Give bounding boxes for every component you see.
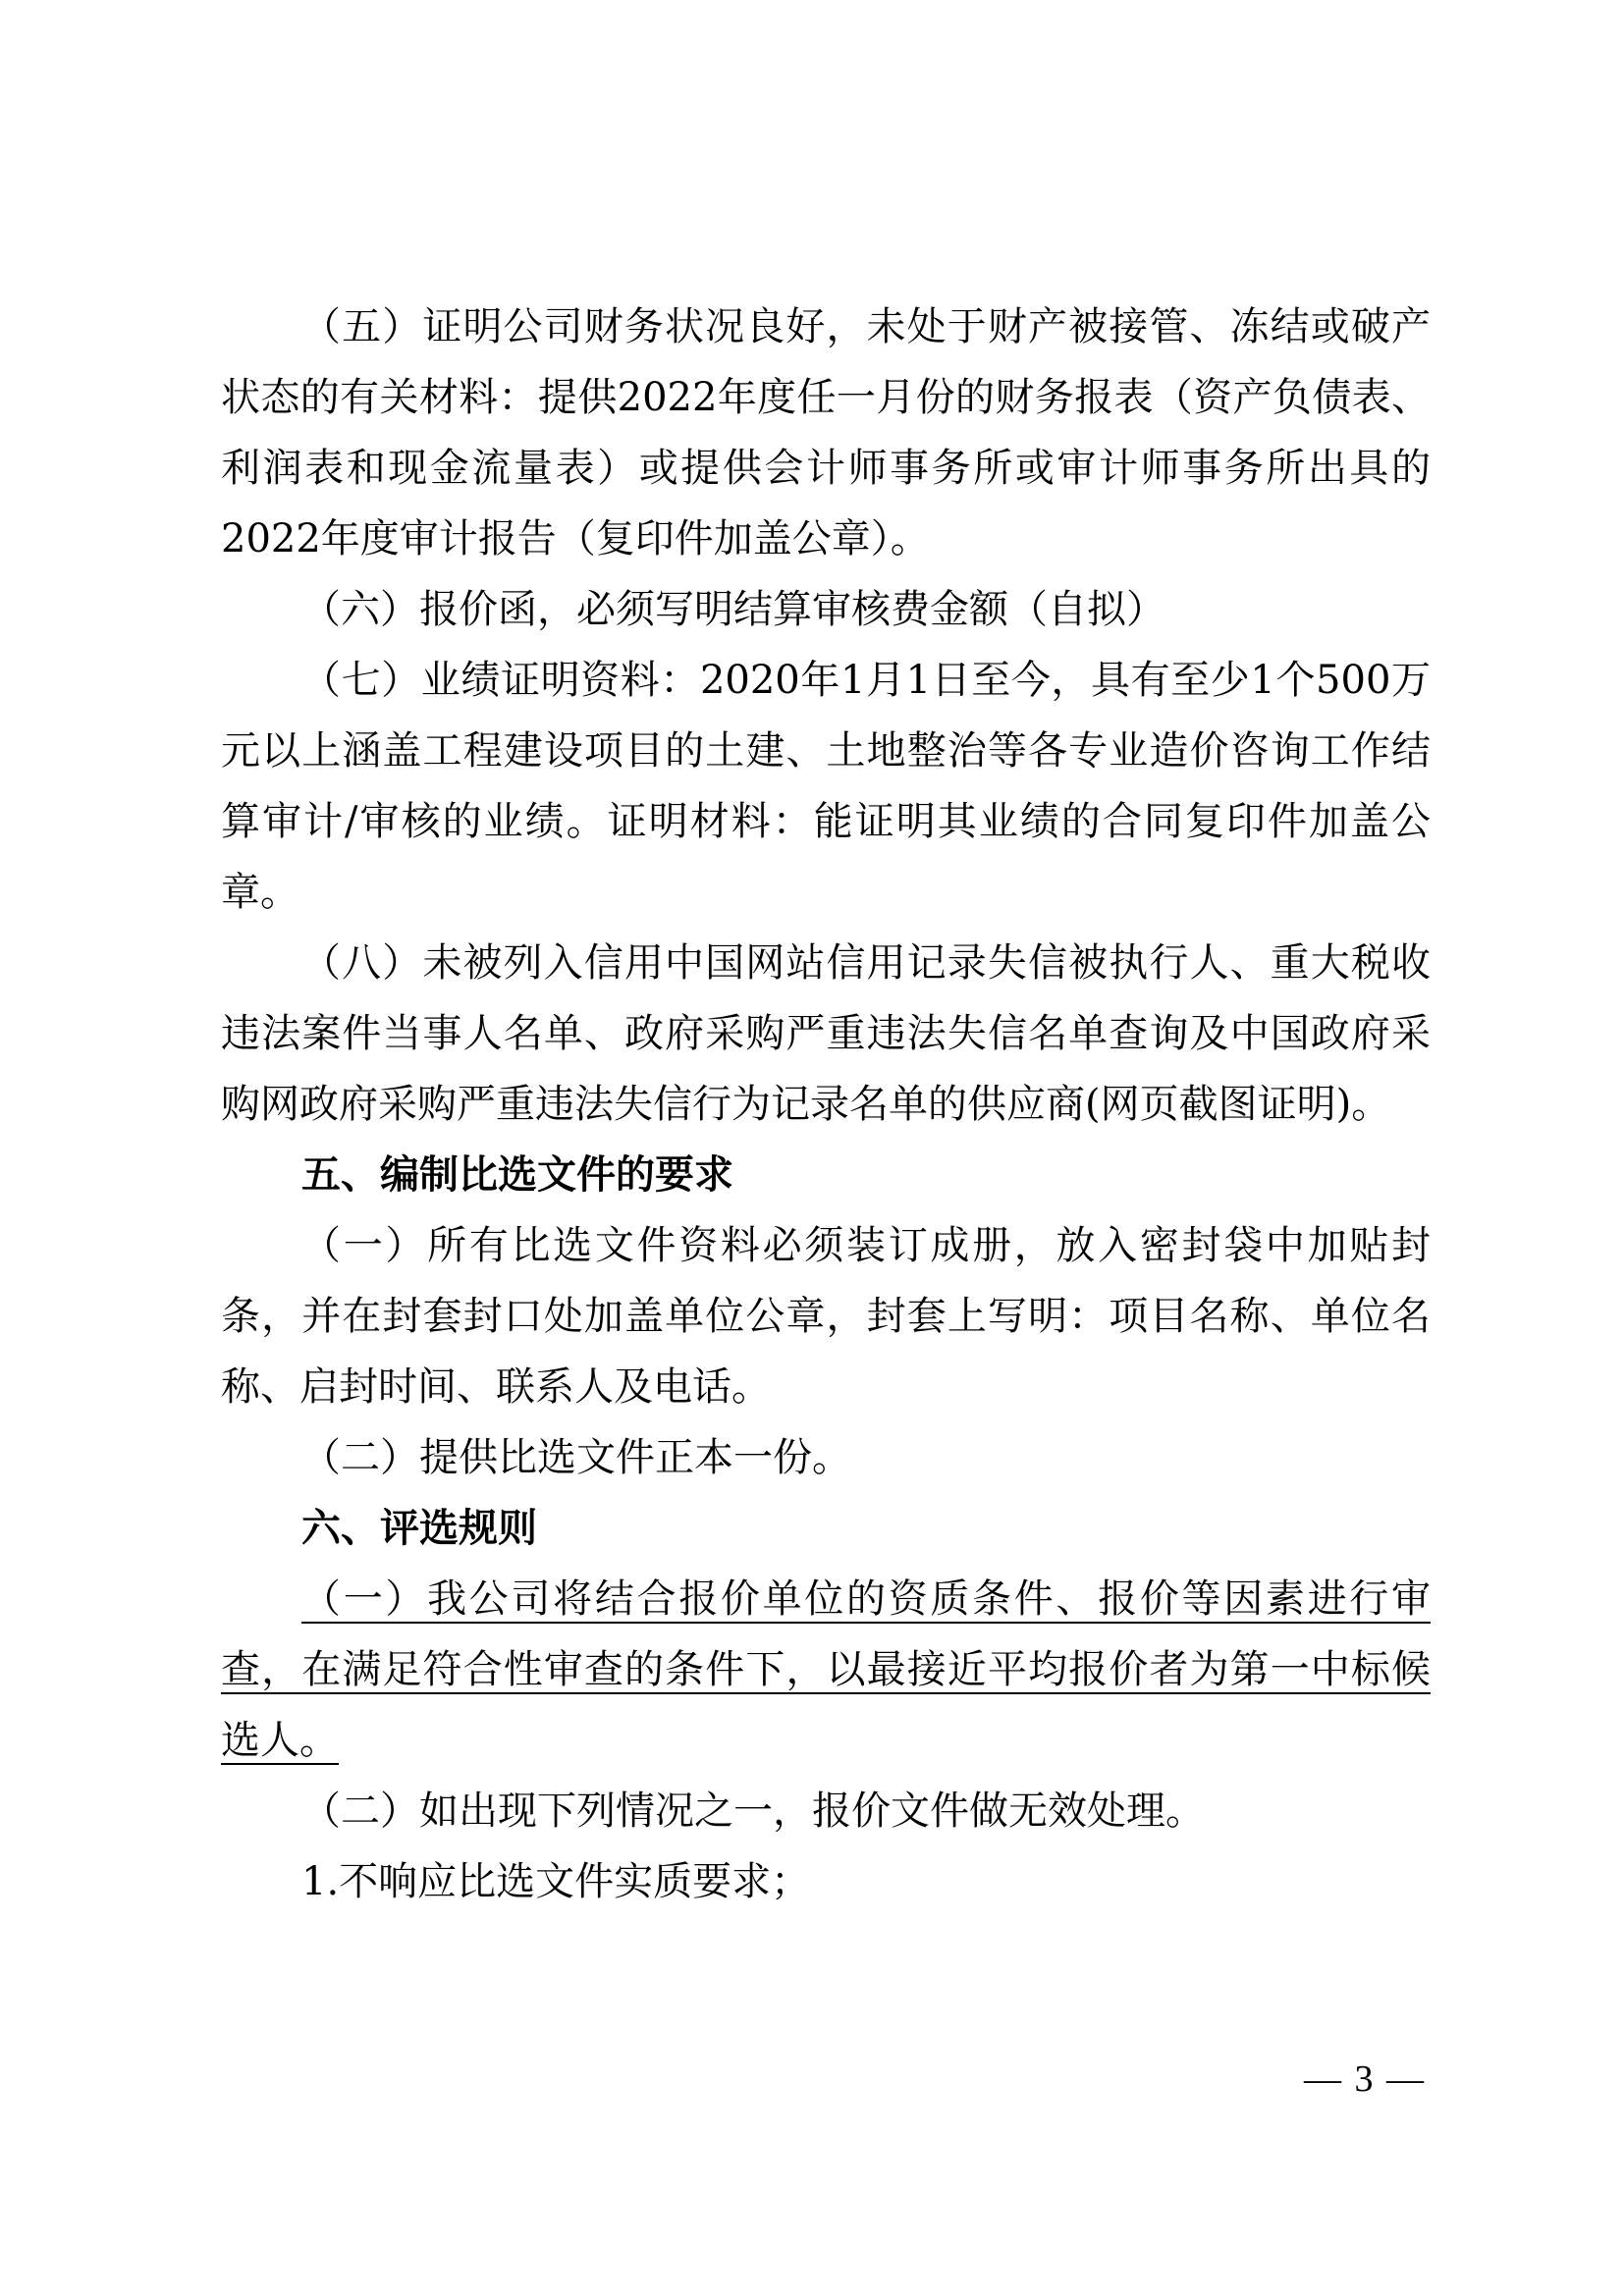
document-body [221, 292, 1431, 1917]
paragraph-6-2-item-1: 1.不响应比选文件实质要求； [301, 1859, 811, 1904]
page-number: — 3 — [1304, 2058, 1426, 2100]
underlined-text: （一）我公司将结合报价单位的资质条件、报价等因素进行审查，在满足符合性审查的条件下，以最接近平均报价者为第一中标候选人。 [221, 1576, 1431, 1763]
paragraph-item-6-quote-letter: （六）报价函，必须写明结算审核费金额（自拟） [301, 587, 1165, 632]
section-heading-6: 六、评选规则 [301, 1506, 537, 1551]
paragraph-item-5-financial: （五）证明公司财务状况良好，未处于财产被接管、冻结或破产状态的有关材料：提供2022年度任一月份的财务报表（资产负债表、利润表和现金流量表）或提供会计师事务所或审计师事务所出具的2022年度审计报告（复印件加盖公章）。 [221, 304, 1431, 561]
paragraph-item-7-performance: （七）业绩证明资料：2020年1月1日至今，具有至少1个500万元以上涵盖工程建设项目的土建、土地整治等各专业造价咨询工作结算审计/审核的业绩。证明材料：能证明其业绩的合同复印件加盖公章。 [221, 658, 1431, 915]
paragraph-5-1-binding: （一）所有比选文件资料必须装订成册，放入密封袋中加贴封条，并在封套封口处加盖单位公章，封套上写明：项目名称、单位名称、启封时间、联系人及电话。 [221, 1223, 1431, 1410]
section-heading-5: 五、编制比选文件的要求 [301, 1152, 733, 1198]
paragraph-6-1-selection-rule [221, 1564, 1431, 1776]
paragraph-6-2-invalid-conditions: （二）如出现下列情况之一，报价文件做无效处理。 [301, 1789, 1205, 1834]
paragraph-5-2-original-copy: （二）提供比选文件正本一份。 [301, 1435, 851, 1480]
paragraph-item-8-credit: （八）未被列入信用中国网站信用记录失信被执行人、重大税收违法案件当事人名单、政府采购严重违法失信名单查询及中国政府采购网政府采购严重违法失信行为记录名单的供应商(网页截图证明)。 [221, 940, 1431, 1127]
